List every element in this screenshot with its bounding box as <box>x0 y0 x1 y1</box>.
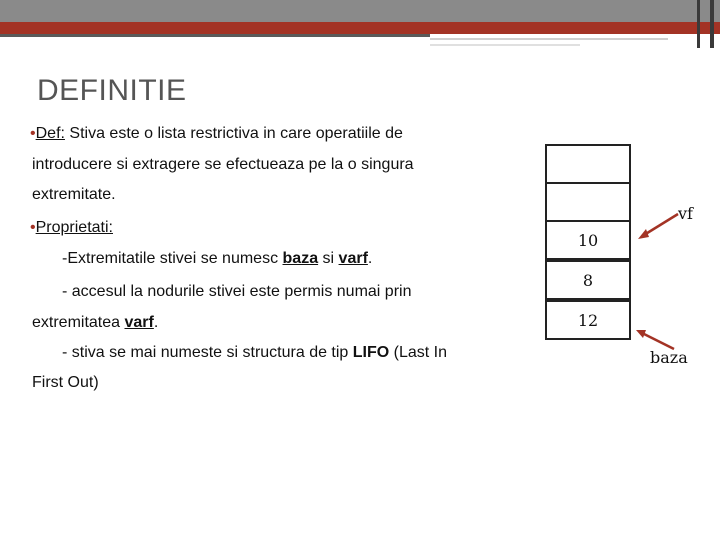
props-l1-join: si <box>318 250 339 267</box>
baza-arrow <box>642 333 674 349</box>
vf-arrow <box>644 214 678 235</box>
props-l3-text: extremitatea <box>32 314 125 331</box>
stack-cell: 10 <box>545 220 631 260</box>
props-l1-text: -Extremitatile stivei se numesc <box>62 250 283 267</box>
stack-cell: 12 <box>545 300 631 340</box>
props-l3-end: . <box>153 314 159 331</box>
props-label: Proprietati: <box>35 219 113 236</box>
props-line-5: First Out) <box>32 374 99 391</box>
vf-arrowhead-icon <box>638 229 649 239</box>
term-varf: varf <box>338 250 368 267</box>
stack-cell: 8 <box>545 260 631 300</box>
baza-arrowhead-icon <box>636 330 646 338</box>
props-l4-text: - stiva se mai numeste si structura de tip <box>62 344 353 361</box>
props-l4-end: (Last In <box>389 344 448 361</box>
term-lifo: LIFO <box>352 344 390 361</box>
baza-label: baza <box>650 348 688 367</box>
slide-title: DEFINITIE <box>37 74 187 107</box>
props-line-2: - accesul la nodurile stivei este permis numai prin <box>62 283 412 300</box>
vf-label: vf <box>678 204 693 223</box>
def-line-2: introducere si extragere se efectueaza pe la o singura <box>32 156 414 173</box>
def-label: Def: <box>35 125 65 142</box>
bullet-icon: • <box>30 125 36 142</box>
def-line-3: extremitate. <box>32 186 116 203</box>
term-varf-2: varf <box>124 314 154 331</box>
props-l1-end: . <box>367 250 373 267</box>
term-baza: baza <box>282 250 319 267</box>
def-text-1: Stiva este o lista restrictiva in care operatiile de <box>64 125 403 142</box>
bullet-icon: • <box>30 219 36 236</box>
